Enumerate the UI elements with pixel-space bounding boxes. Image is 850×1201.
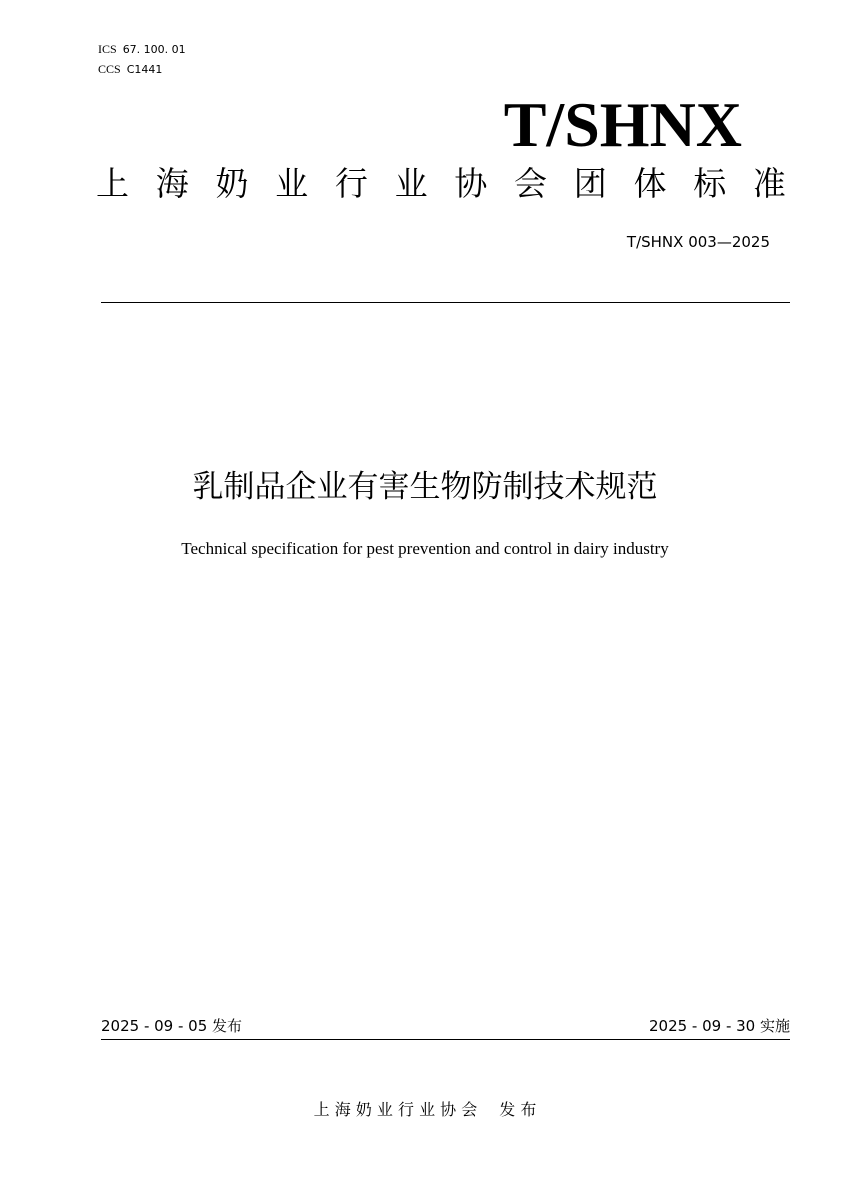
standard-type-char: 标 xyxy=(693,164,727,203)
footer-divider xyxy=(101,1039,790,1040)
standard-type-char: 会 xyxy=(514,164,548,203)
document-title-english: Technical specification for pest prevention and control in dairy industry xyxy=(181,539,669,558)
standard-type-char: 业 xyxy=(394,164,428,203)
standard-type-char: 上 xyxy=(96,164,129,203)
standard-type-char: 协 xyxy=(454,164,488,203)
standard-type-char: 体 xyxy=(633,164,667,203)
ics-line xyxy=(98,42,186,57)
standard-type-char: 行 xyxy=(334,164,368,203)
publisher-organization: 上 海 奶 业 行 业 协 会 xyxy=(313,1100,478,1119)
ics-label: ICS xyxy=(98,42,117,56)
standard-type-char: 海 xyxy=(155,164,189,203)
standard-type-char: 业 xyxy=(275,164,309,203)
standard-type-char: 奶 xyxy=(215,164,249,203)
publisher-action: 发 布 xyxy=(499,1100,537,1119)
ccs-line xyxy=(98,62,162,77)
organization-code: T/SHNX xyxy=(503,89,742,160)
implementation-date: 2025 - 09 - 30 实施 xyxy=(648,1017,790,1035)
ccs-value: C1441 xyxy=(126,63,163,76)
standard-type-title xyxy=(96,162,786,206)
standard-type-char: 准 xyxy=(752,164,786,203)
ics-value: 67. 100. 01 xyxy=(122,43,186,56)
header-divider xyxy=(101,302,790,303)
document-title-chinese: 乳制品企业有害生物防制技术规范 xyxy=(192,469,658,505)
publisher-line xyxy=(0,1100,850,1120)
ccs-label: CCS xyxy=(98,62,121,76)
standard-number: T/SHNX 003—2025 xyxy=(626,233,770,251)
issue-date: 2025 - 09 - 05 发布 xyxy=(101,1017,243,1035)
standard-type-char: 团 xyxy=(573,164,607,203)
